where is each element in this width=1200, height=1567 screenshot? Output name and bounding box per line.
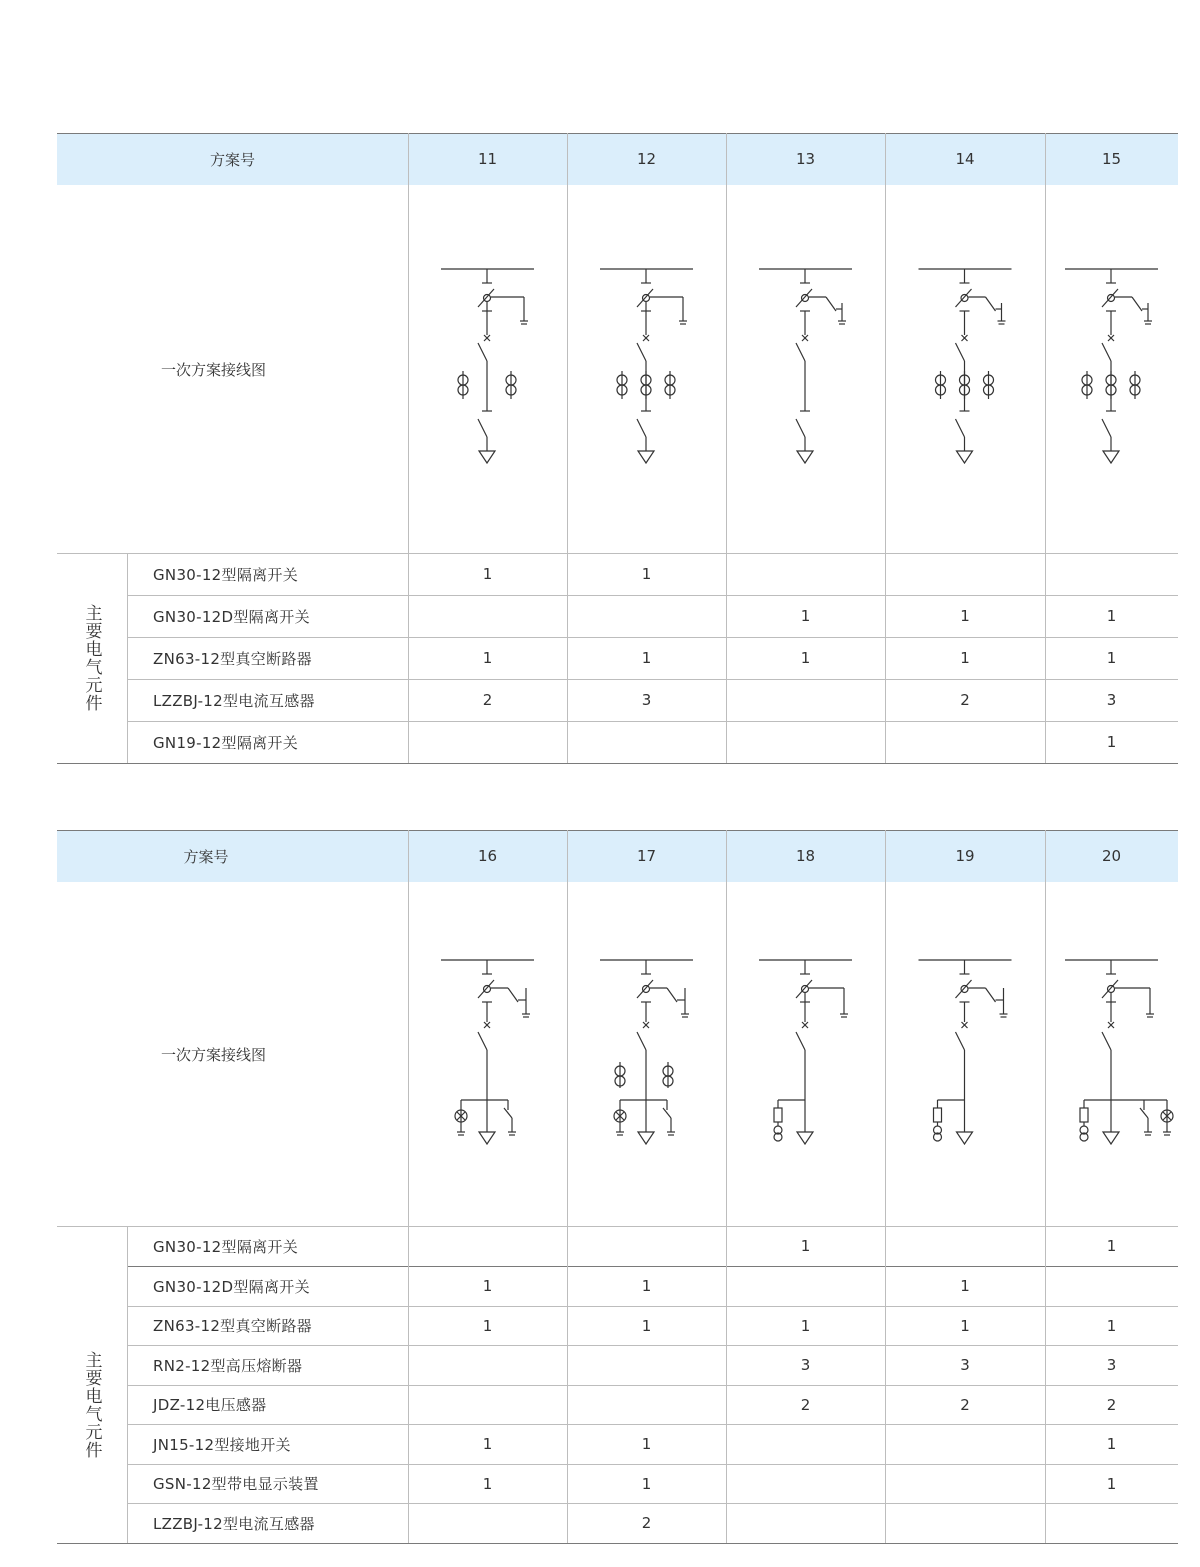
component-quantity: 2 xyxy=(482,691,493,709)
scheme-header-label: 方案号 xyxy=(183,847,229,866)
component-quantity xyxy=(726,1464,885,1503)
component-quantity xyxy=(408,1345,567,1385)
component-label: ZN63-12型真空断路器 xyxy=(153,1317,312,1335)
component-quantity: 1 xyxy=(482,1474,493,1493)
component-label: JDZ-12电压感器 xyxy=(153,1396,267,1414)
scheme-header-label: 方案号 xyxy=(209,150,255,169)
component-quantity: 2 xyxy=(960,1395,970,1414)
component-quantity xyxy=(1045,1503,1178,1543)
component-label: RN2-12型高压熔断器 xyxy=(153,1356,303,1375)
component-quantity xyxy=(885,1503,1045,1543)
scheme-number: 19 xyxy=(955,847,975,865)
component-quantity xyxy=(567,721,726,763)
component-quantity: 1 xyxy=(641,1277,652,1295)
component-label: GN30-12型隔离开关 xyxy=(153,565,299,584)
component-quantity: 1 xyxy=(482,1277,493,1295)
component-quantity: 1 xyxy=(1106,1316,1117,1335)
scheme-number: 20 xyxy=(1101,847,1122,865)
scheme-number: 16 xyxy=(477,847,498,865)
component-quantity xyxy=(726,1424,885,1464)
wiring-diagram-11 xyxy=(408,185,567,553)
component-quantity: 3 xyxy=(1106,1356,1117,1374)
component-quantity: 1 xyxy=(960,649,970,667)
component-quantity: 1 xyxy=(482,1316,493,1335)
component-label: GN30-12型隔离开关 xyxy=(153,1237,299,1256)
wiring-diagram-15 xyxy=(1045,185,1178,553)
scheme-table-2 xyxy=(57,830,1178,1544)
wiring-diagram-13 xyxy=(726,185,885,553)
scheme-table-1 xyxy=(57,133,1178,764)
wiring-diagram-14 xyxy=(885,185,1045,553)
component-quantity: 1 xyxy=(1106,649,1117,667)
component-quantity: 2 xyxy=(641,1514,652,1532)
component-quantity xyxy=(567,1345,726,1385)
component-label: GN19-12型隔离开关 xyxy=(153,733,299,752)
component-quantity: 3 xyxy=(1106,691,1117,709)
component-quantity: 1 xyxy=(641,565,652,583)
diagram-label: 一次方案接线图 xyxy=(161,1045,267,1064)
component-label: ZN63-12型真空断路器 xyxy=(153,649,312,668)
scheme-number: 11 xyxy=(477,150,498,168)
wiring-diagram-18 xyxy=(726,882,885,1226)
component-quantity: 1 xyxy=(1106,607,1117,625)
component-group-label: 主要电气元件 xyxy=(81,1350,102,1459)
component-quantity: 1 xyxy=(960,1277,970,1295)
scheme-number: 13 xyxy=(795,150,816,168)
wiring-diagram-17 xyxy=(567,882,726,1226)
wiring-diagram-20 xyxy=(1045,882,1178,1226)
component-quantity: 1 xyxy=(482,1435,493,1453)
component-quantity xyxy=(567,1385,726,1424)
component-quantity xyxy=(726,553,885,595)
scheme-number: 17 xyxy=(636,847,657,865)
component-label: LZZBJ-12型电流互感器 xyxy=(153,691,315,710)
component-quantity: 2 xyxy=(800,1395,811,1414)
component-quantity: 3 xyxy=(641,691,652,709)
component-quantity xyxy=(408,721,567,763)
component-quantity: 1 xyxy=(482,565,493,583)
component-label: GN30-12D型隔离开关 xyxy=(153,607,310,626)
component-quantity: 1 xyxy=(1106,733,1117,751)
component-quantity xyxy=(885,1424,1045,1464)
component-quantity xyxy=(1045,1266,1178,1306)
component-label: GSN-12型带电显示装置 xyxy=(153,1475,319,1493)
component-quantity: 1 xyxy=(800,1237,811,1255)
component-label: JN15-12型接地开关 xyxy=(153,1435,291,1454)
scheme-number: 14 xyxy=(955,150,975,168)
component-quantity xyxy=(726,1266,885,1306)
wiring-diagram-12 xyxy=(567,185,726,553)
component-quantity: 1 xyxy=(1106,1474,1117,1493)
component-quantity: 1 xyxy=(1106,1237,1117,1255)
component-quantity: 3 xyxy=(960,1356,970,1374)
component-group-label: 主要电气元件 xyxy=(81,604,102,712)
component-quantity: 1 xyxy=(960,1316,970,1335)
component-quantity: 1 xyxy=(960,607,970,625)
component-quantity xyxy=(726,721,885,763)
component-quantity xyxy=(885,721,1045,763)
component-quantity: 1 xyxy=(641,1316,652,1335)
component-quantity: 1 xyxy=(800,1316,811,1335)
component-quantity xyxy=(885,1226,1045,1266)
component-quantity xyxy=(408,1503,567,1543)
scheme-number: 12 xyxy=(636,150,657,168)
scheme-number: 15 xyxy=(1101,150,1122,168)
component-quantity xyxy=(408,595,567,637)
component-quantity: 2 xyxy=(960,691,970,709)
component-quantity: 1 xyxy=(1106,1435,1117,1453)
component-quantity xyxy=(726,1503,885,1543)
wiring-diagram-16 xyxy=(408,882,567,1226)
component-quantity xyxy=(885,1464,1045,1503)
component-quantity xyxy=(408,1385,567,1424)
component-quantity: 1 xyxy=(641,1435,652,1453)
component-quantity xyxy=(408,1226,567,1266)
component-quantity xyxy=(1045,553,1178,595)
component-label: LZZBJ-12型电流互感器 xyxy=(153,1514,315,1533)
component-quantity: 1 xyxy=(800,649,811,667)
component-quantity xyxy=(567,1226,726,1266)
component-quantity: 1 xyxy=(800,607,811,625)
component-quantity xyxy=(885,553,1045,595)
diagram-label: 一次方案接线图 xyxy=(161,360,267,379)
scheme-number: 18 xyxy=(795,847,816,865)
component-quantity xyxy=(567,595,726,637)
component-quantity xyxy=(726,679,885,721)
component-quantity: 1 xyxy=(641,649,652,667)
component-quantity: 1 xyxy=(641,1474,652,1493)
wiring-diagram-19 xyxy=(885,882,1045,1226)
component-quantity: 1 xyxy=(482,649,493,667)
component-label: GN30-12D型隔离开关 xyxy=(153,1277,310,1296)
component-quantity: 3 xyxy=(800,1356,811,1374)
component-quantity: 2 xyxy=(1106,1395,1117,1414)
